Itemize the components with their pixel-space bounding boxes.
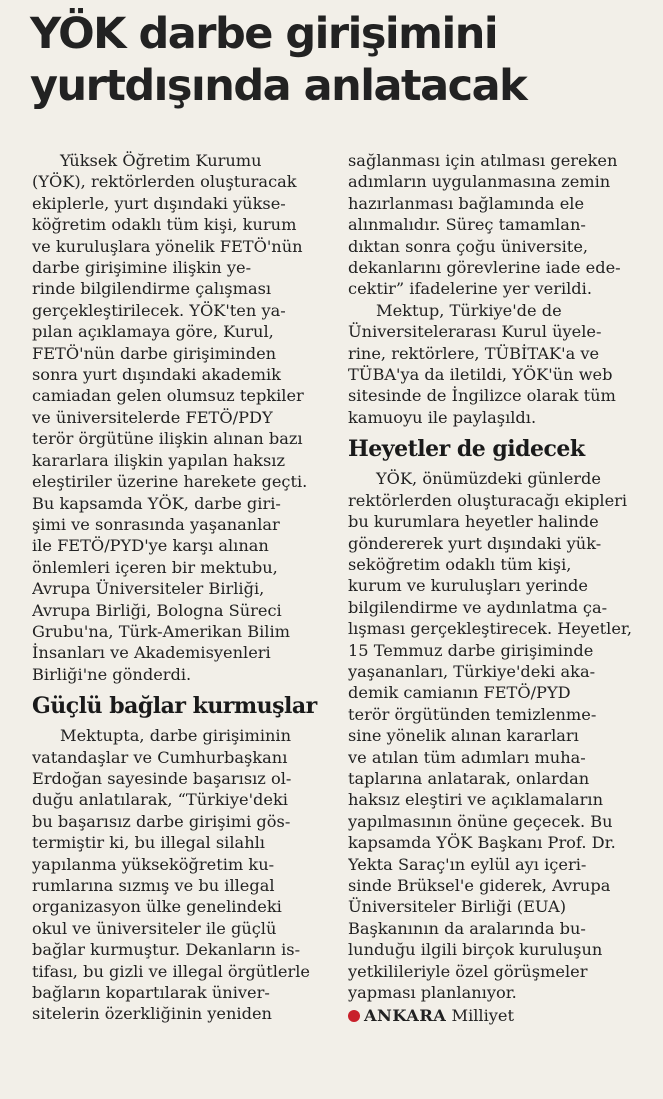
text-line: kararlara ilişkin yapılan haksız [32, 450, 285, 470]
red-bullet-icon [348, 1010, 360, 1022]
text-line: termiştir ki, bu illegal silahlı [32, 833, 265, 853]
subhead-guclu-baglar: Güçlü bağlar kurmuşlar [32, 693, 317, 720]
text-line: terör örgütünden temizlenme- [348, 704, 597, 724]
text-line: duğu anlatılarak, “Türkiye'deki [32, 790, 288, 810]
text-line: yetkilileriyle özel görüşmeler [348, 961, 588, 981]
text-line: terör örgütüne ilişkin alınan bazı [32, 429, 303, 449]
article-headline [30, 8, 655, 112]
text-line: Avrupa Üniversiteler Birliği, [32, 579, 265, 599]
text-line: köğretim odaklı tüm kişi, kurum [32, 215, 297, 235]
text-line: dekanlarını görevlerine iade ede- [348, 258, 621, 278]
subhead-heyetler: Heyetler de gidecek [348, 436, 585, 463]
text-line: sine yönelik alınan kararları [348, 726, 579, 746]
text-line: ve üniversitelerde FETÖ/PDY [32, 407, 273, 427]
text-line: ile FETÖ/PYD'ye karşı alınan [32, 536, 269, 556]
text-line: Erdoğan sayesinde başarısız ol- [32, 768, 292, 788]
text-line: kapsamda YÖK Başkanı Prof. Dr. [348, 833, 616, 853]
text-line: bilgilendirme ve aydınlatma ça- [348, 597, 608, 617]
left-column [32, 150, 332, 1025]
text-line: Bu kapsamda YÖK, darbe giri- [32, 493, 281, 513]
text-line: Üniversiteler Birliği (EUA) [348, 897, 567, 917]
text-line: Üniversitelerarası Kurul üyele- [348, 322, 602, 342]
text-line: alınmalıdır. Süreç tamamlan- [348, 215, 586, 235]
text-line: bu başarısız darbe girişimi gös- [32, 811, 291, 831]
text-line: lışması gerçekleştirecek. Heyetler, [348, 619, 633, 639]
text-line: Grubu'na, Türk-Amerikan Bilim [32, 621, 290, 641]
text-line: yaşananları, Türkiye'deki aka- [348, 661, 596, 681]
text-line: şimi ve sonrasında yaşananlar [32, 514, 280, 534]
text-line: seköğretim odaklı tüm kişi, [348, 554, 572, 574]
text-line: yapması planlanıyor. [348, 983, 517, 1003]
text-line: pılan açıklamaya göre, Kurul, [32, 322, 274, 342]
text-line: rumlarına sızmış ve bu illegal [32, 876, 275, 895]
text-line: organizasyon ülke genelindeki [32, 897, 282, 917]
text-line: demik camianın FETÖ/PYD [348, 683, 571, 703]
text-line: 15 Temmuz darbe girişiminde [348, 640, 594, 660]
text-line: Yekta Saraç'ın eylül ayı içeri- [348, 854, 587, 874]
text-line: göndererek yurt dışındaki yük- [348, 533, 602, 553]
text-line: FETÖ'nün darbe girişiminden [32, 343, 277, 363]
text-line: İnsanları ve Akademisyenleri [32, 643, 271, 663]
text-line: bağların kopartılarak üniver- [32, 983, 270, 1003]
right-paragraph-3 [348, 468, 648, 1003]
text-line: Birliği'ne gönderdi. [32, 664, 192, 684]
text-line: hazırlanması bağlamında ele [348, 193, 585, 213]
text-line: Mektup, Türkiye'de de [376, 300, 562, 320]
text-line: darbe girişimine ilişkin ye- [32, 258, 252, 278]
text-line: sonra yurt dışındaki akademik [32, 365, 281, 385]
text-line: Başkanının da aralarında bu- [348, 918, 586, 938]
text-line: kamuoyu ile paylaşıldı. [348, 407, 537, 427]
text-line: ve kuruluşlara yönelik FETÖ'nün [32, 236, 303, 256]
text-line: okul ve üniversiteler ile güçlü [32, 918, 277, 938]
text-line: YÖK, önümüzdeki günlerde [376, 469, 601, 489]
text-line: rine, rektörlere, TÜBİTAK'a ve [348, 343, 600, 363]
text-line: tifası, bu gizli ve illegal örgütlerle [32, 961, 310, 981]
right-paragraph-2 [348, 300, 648, 428]
text-line: eleştiriler üzerine harekete geçti. [32, 472, 308, 492]
text-line: rektörlerden oluşturacağı ekipleri [348, 490, 628, 510]
text-line: ve atılan tüm adımları muha- [348, 747, 586, 767]
text-line: lunduğu ilgili birçok kuruluşun [348, 940, 603, 960]
text-line: sitelerin özerkliğinin yeniden [32, 1004, 272, 1024]
text-line: cektir” ifadelerine yer verildi. [348, 279, 592, 299]
byline-city: ANKARA [364, 1006, 447, 1026]
text-line: sitesinde de İngilizce olarak tüm [348, 386, 616, 406]
left-paragraph-2 [32, 725, 332, 1025]
text-line: vatandaşlar ve Cumhurbaşkanı [32, 747, 288, 767]
text-line: önlemleri içeren bir mektubu, [32, 557, 278, 577]
right-column [348, 150, 648, 1027]
text-line: Avrupa Birliği, Bologna Süreci [32, 600, 282, 620]
text-line: TÜBA'ya da iletildi, YÖK'ün web [348, 365, 613, 385]
text-line: kurum ve kuruluşları yerinde [348, 576, 588, 596]
text-line: (YÖK), rektörlerden oluşturacak [32, 172, 297, 192]
text-line: adımların uygulanmasına zemin [348, 172, 611, 192]
text-line: ekiplerle, yurt dışındaki yükse- [32, 193, 286, 213]
text-line: Mektupta, darbe girişiminin [60, 726, 292, 746]
text-line: dıktan sonra çoğu üniversite, [348, 236, 589, 256]
text-line: bağlar kurmuştur. Dekanların is- [32, 940, 301, 960]
text-line: yapılanma yükseköğretim ku- [32, 854, 275, 874]
left-paragraph-1 [32, 150, 332, 685]
text-line: sinde Brüksel'e giderek, Avrupa [348, 876, 611, 895]
text-line: taplarına anlatarak, onlardan [348, 768, 590, 788]
text-line: rinde bilgilendirme çalışması [32, 279, 272, 299]
byline-source: Milliyet [451, 1006, 515, 1026]
byline [348, 1005, 648, 1026]
text-line: haksız eleştiri ve açıklamaların [348, 790, 604, 810]
text-line: Yüksek Öğretim Kurumu [60, 151, 262, 170]
headline-line-1: YÖK darbe girişimini [30, 9, 498, 59]
text-line: bu kurumlara heyetler halinde [348, 512, 599, 532]
right-paragraph-1 [348, 150, 648, 300]
text-line: sağlanması için atılması gereken [348, 151, 618, 170]
headline-line-2: yurtdışında anlatacak [30, 61, 527, 111]
text-line: camiadan gelen olumsuz tepkiler [32, 386, 304, 406]
text-line: gerçekleştirilecek. YÖK'ten ya- [32, 300, 286, 320]
text-line: yapılmasının önüne geçecek. Bu [348, 811, 613, 831]
